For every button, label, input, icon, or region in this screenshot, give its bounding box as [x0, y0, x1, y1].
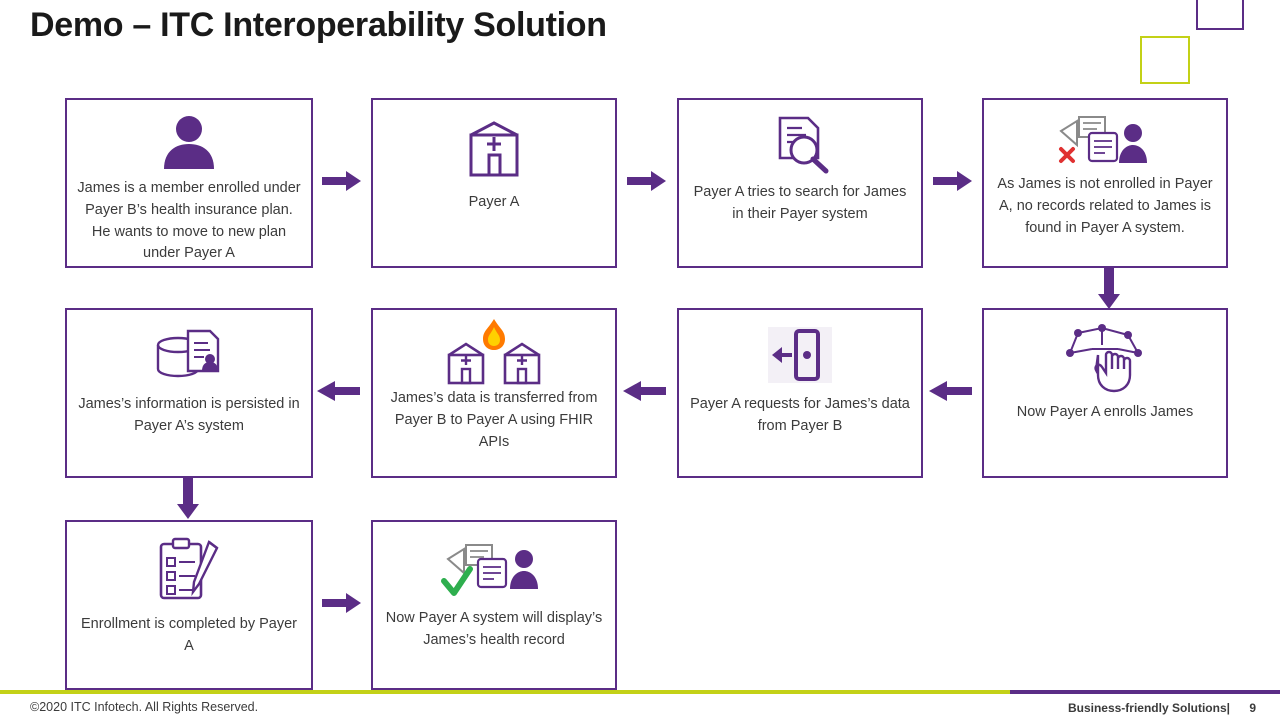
flow-node-8-caption: James’s information is persisted in Payer A’s system	[78, 396, 300, 434]
flow-node-1[interactable]	[65, 98, 313, 268]
flow-node-4[interactable]	[982, 98, 1228, 268]
arrow-left-icon	[316, 380, 360, 396]
flow-node-9[interactable]	[65, 520, 313, 690]
data-request-icon	[762, 316, 838, 394]
search-document-icon	[768, 106, 832, 182]
footer-page-number: 9	[1249, 701, 1256, 715]
page-title: Demo – ITC Interoperability Solution	[30, 6, 607, 44]
footer-copyright: ©2020 ITC Infotech. All Rights Reserved.	[30, 700, 259, 714]
arrow-down-icon	[176, 478, 192, 520]
footer-divider-purple	[1010, 690, 1280, 694]
flow-node-6[interactable]	[677, 308, 923, 478]
arrow-right-icon	[627, 170, 667, 186]
flow-node-2-caption: Payer A	[468, 194, 520, 210]
arrow-right-icon	[322, 592, 362, 608]
flow-node-8[interactable]	[65, 308, 313, 478]
flow-node-7-caption: James’s data is transferred from Payer B to Payer A using FHIR APIs	[390, 390, 598, 450]
decorative-yellow-square	[1140, 36, 1190, 84]
database-record-icon	[152, 316, 226, 394]
record-verified-icon	[440, 528, 548, 608]
arrow-left-icon	[928, 380, 972, 396]
flow-node-3-caption: Payer A tries to search for James in their Payer system	[693, 184, 907, 222]
arrow-down-icon	[1097, 268, 1113, 310]
flow-node-9-caption: Enrollment is completed by Payer A	[81, 616, 297, 654]
arrow-left-icon	[622, 380, 666, 396]
arrow-right-icon	[322, 170, 362, 186]
flow-node-2[interactable]	[371, 98, 617, 268]
flow-node-6-caption: Payer A requests for James’s data from Payer B	[690, 396, 910, 434]
flow-node-3[interactable]	[677, 98, 923, 268]
no-record-found-icon	[1055, 106, 1155, 174]
footer-divider-green	[0, 690, 1010, 694]
flow-node-7[interactable]	[371, 308, 617, 478]
flow-node-5[interactable]	[982, 308, 1228, 478]
footer-divider	[0, 690, 1280, 694]
decorative-purple-square	[1196, 0, 1244, 30]
person-icon	[158, 106, 220, 178]
flow-node-4-caption: As James is not enrolled in Payer A, no records related to James is found in Payer A system.	[997, 176, 1213, 236]
arrow-right-icon	[933, 170, 973, 186]
enroll-hand-icon	[1062, 316, 1148, 402]
flow-node-5-caption: Now Payer A enrolls James	[1016, 404, 1194, 420]
hospital-icon	[465, 106, 523, 192]
checklist-icon	[153, 528, 225, 614]
flow-node-10[interactable]	[371, 520, 617, 690]
flow-node-1-caption: James is a member enrolled under Payer B’s health insurance plan. He wants to move to new plan under Payer A	[77, 180, 301, 262]
fhir-transfer-icon	[439, 316, 549, 388]
flow-node-10-caption: Now Payer A system will display’s James’s health record	[385, 610, 603, 648]
footer-tagline: Business-friendly Solutions|	[1067, 701, 1230, 715]
